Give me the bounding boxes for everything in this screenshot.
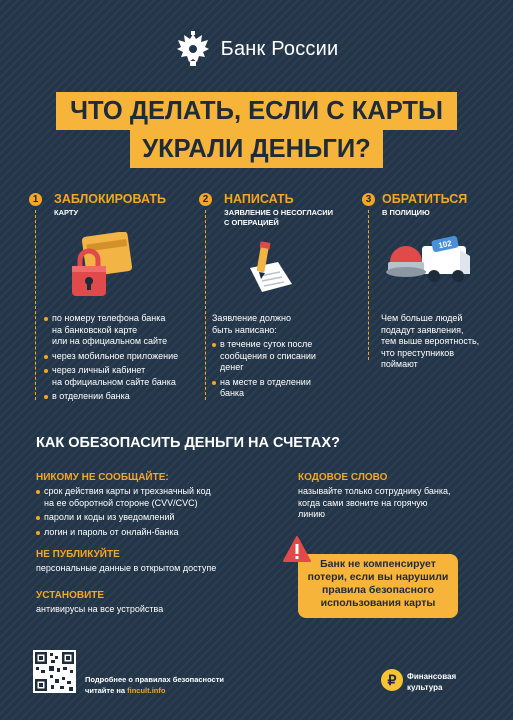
step-2-title: НАПИСАТЬ <box>224 192 294 206</box>
header <box>0 28 513 70</box>
title-line-2: УКРАЛИ ДЕНЬГИ? <box>130 130 383 168</box>
list-item: срок действия карты и трехзначный код на ее оборотной стороне (CVV/CVC) <box>36 486 276 509</box>
fincult-link[interactable]: fincult.info <box>127 686 166 695</box>
step-2-number: 2 <box>199 193 212 206</box>
main-title <box>0 92 513 168</box>
install-text: антивирусы на все устройства <box>36 604 164 614</box>
step-1-title: ЗАБЛОКИРОВАТЬ <box>54 192 166 206</box>
no-tell-title: НИКОМУ НЕ СООБЩАЙТЕ: <box>36 472 169 483</box>
step-2-body <box>212 313 377 400</box>
bank-name: Банк России <box>220 37 339 60</box>
step-3-number: 3 <box>362 193 375 206</box>
section-2-title: КАК ОБЕЗОПАСИТЬ ДЕНЬГИ НА СЧЕТАХ? <box>36 435 340 451</box>
step-1-bullets <box>44 313 204 403</box>
qr-code <box>33 650 76 693</box>
list-item: на месте в отделении банка <box>212 377 377 400</box>
list-item: в течение суток после сообщения о списании денег <box>212 339 377 374</box>
fin-culture-label: Финансовая культура <box>407 672 457 692</box>
qr-code-pattern <box>33 650 76 693</box>
step-2-intro: Заявление должно быть написано: <box>212 313 291 335</box>
no-publish-text: персональные данные в открытом доступе <box>36 563 217 573</box>
no-tell-list <box>36 486 276 538</box>
police-siren-van-icon <box>386 236 472 292</box>
warning-icon <box>282 535 312 563</box>
step-1-subtitle: КАРТУ <box>54 208 79 217</box>
step-1-divider <box>35 210 36 400</box>
codeword-title: КОДОВОЕ СЛОВО <box>298 472 388 483</box>
step-3-title: ОБРАТИТЬСЯ <box>382 192 468 206</box>
footer-info: Подробнее о правилах безопасности читайте на fincult.info <box>85 675 225 695</box>
step-3-divider <box>368 210 369 360</box>
install-title: УСТАНОВИТЕ <box>36 590 105 601</box>
warning-box: Банк не компенсирует потери, если вы нарушили правила безопасного использования карты <box>298 554 458 618</box>
step-2-divider <box>205 210 206 400</box>
list-item: по номеру телефона банка на банковской карте или на официальном сайте <box>44 313 204 348</box>
no-publish-title: НЕ ПУБЛИКУЙТЕ <box>36 549 120 560</box>
title-line-1: ЧТО ДЕЛАТЬ, ЕСЛИ С КАРТЫ <box>56 92 457 130</box>
list-item: через мобильное приложение <box>44 351 204 363</box>
step-3-subtitle: В ПОЛИЦИЮ <box>382 208 430 217</box>
badge-102: 102 <box>437 238 453 251</box>
list-item: логин и пароль от онлайн-банка <box>36 527 276 539</box>
list-item: через личный кабинет на официальном сайте банка <box>44 365 204 388</box>
codeword-text: называйте только сотруднику банка, когда сами звоните на горячую линию <box>298 486 451 519</box>
document-pen-icon <box>242 240 300 296</box>
step-3-text: Чем больше людей подадут заявления, тем выше вероятность, что преступников поймают <box>381 313 480 369</box>
ruble-logo-icon: ₽ <box>381 669 403 691</box>
list-item: пароли и коды из уведомлений <box>36 512 276 524</box>
card-lock-icon <box>66 232 132 300</box>
step-2-subtitle: ЗАЯВЛЕНИЕ О НЕСОГЛАСИИ С ОПЕРАЦИЕЙ <box>224 208 334 227</box>
step-1-number: 1 <box>29 193 42 206</box>
double-headed-eagle-icon <box>175 30 211 68</box>
list-item: в отделении банка <box>44 391 204 403</box>
